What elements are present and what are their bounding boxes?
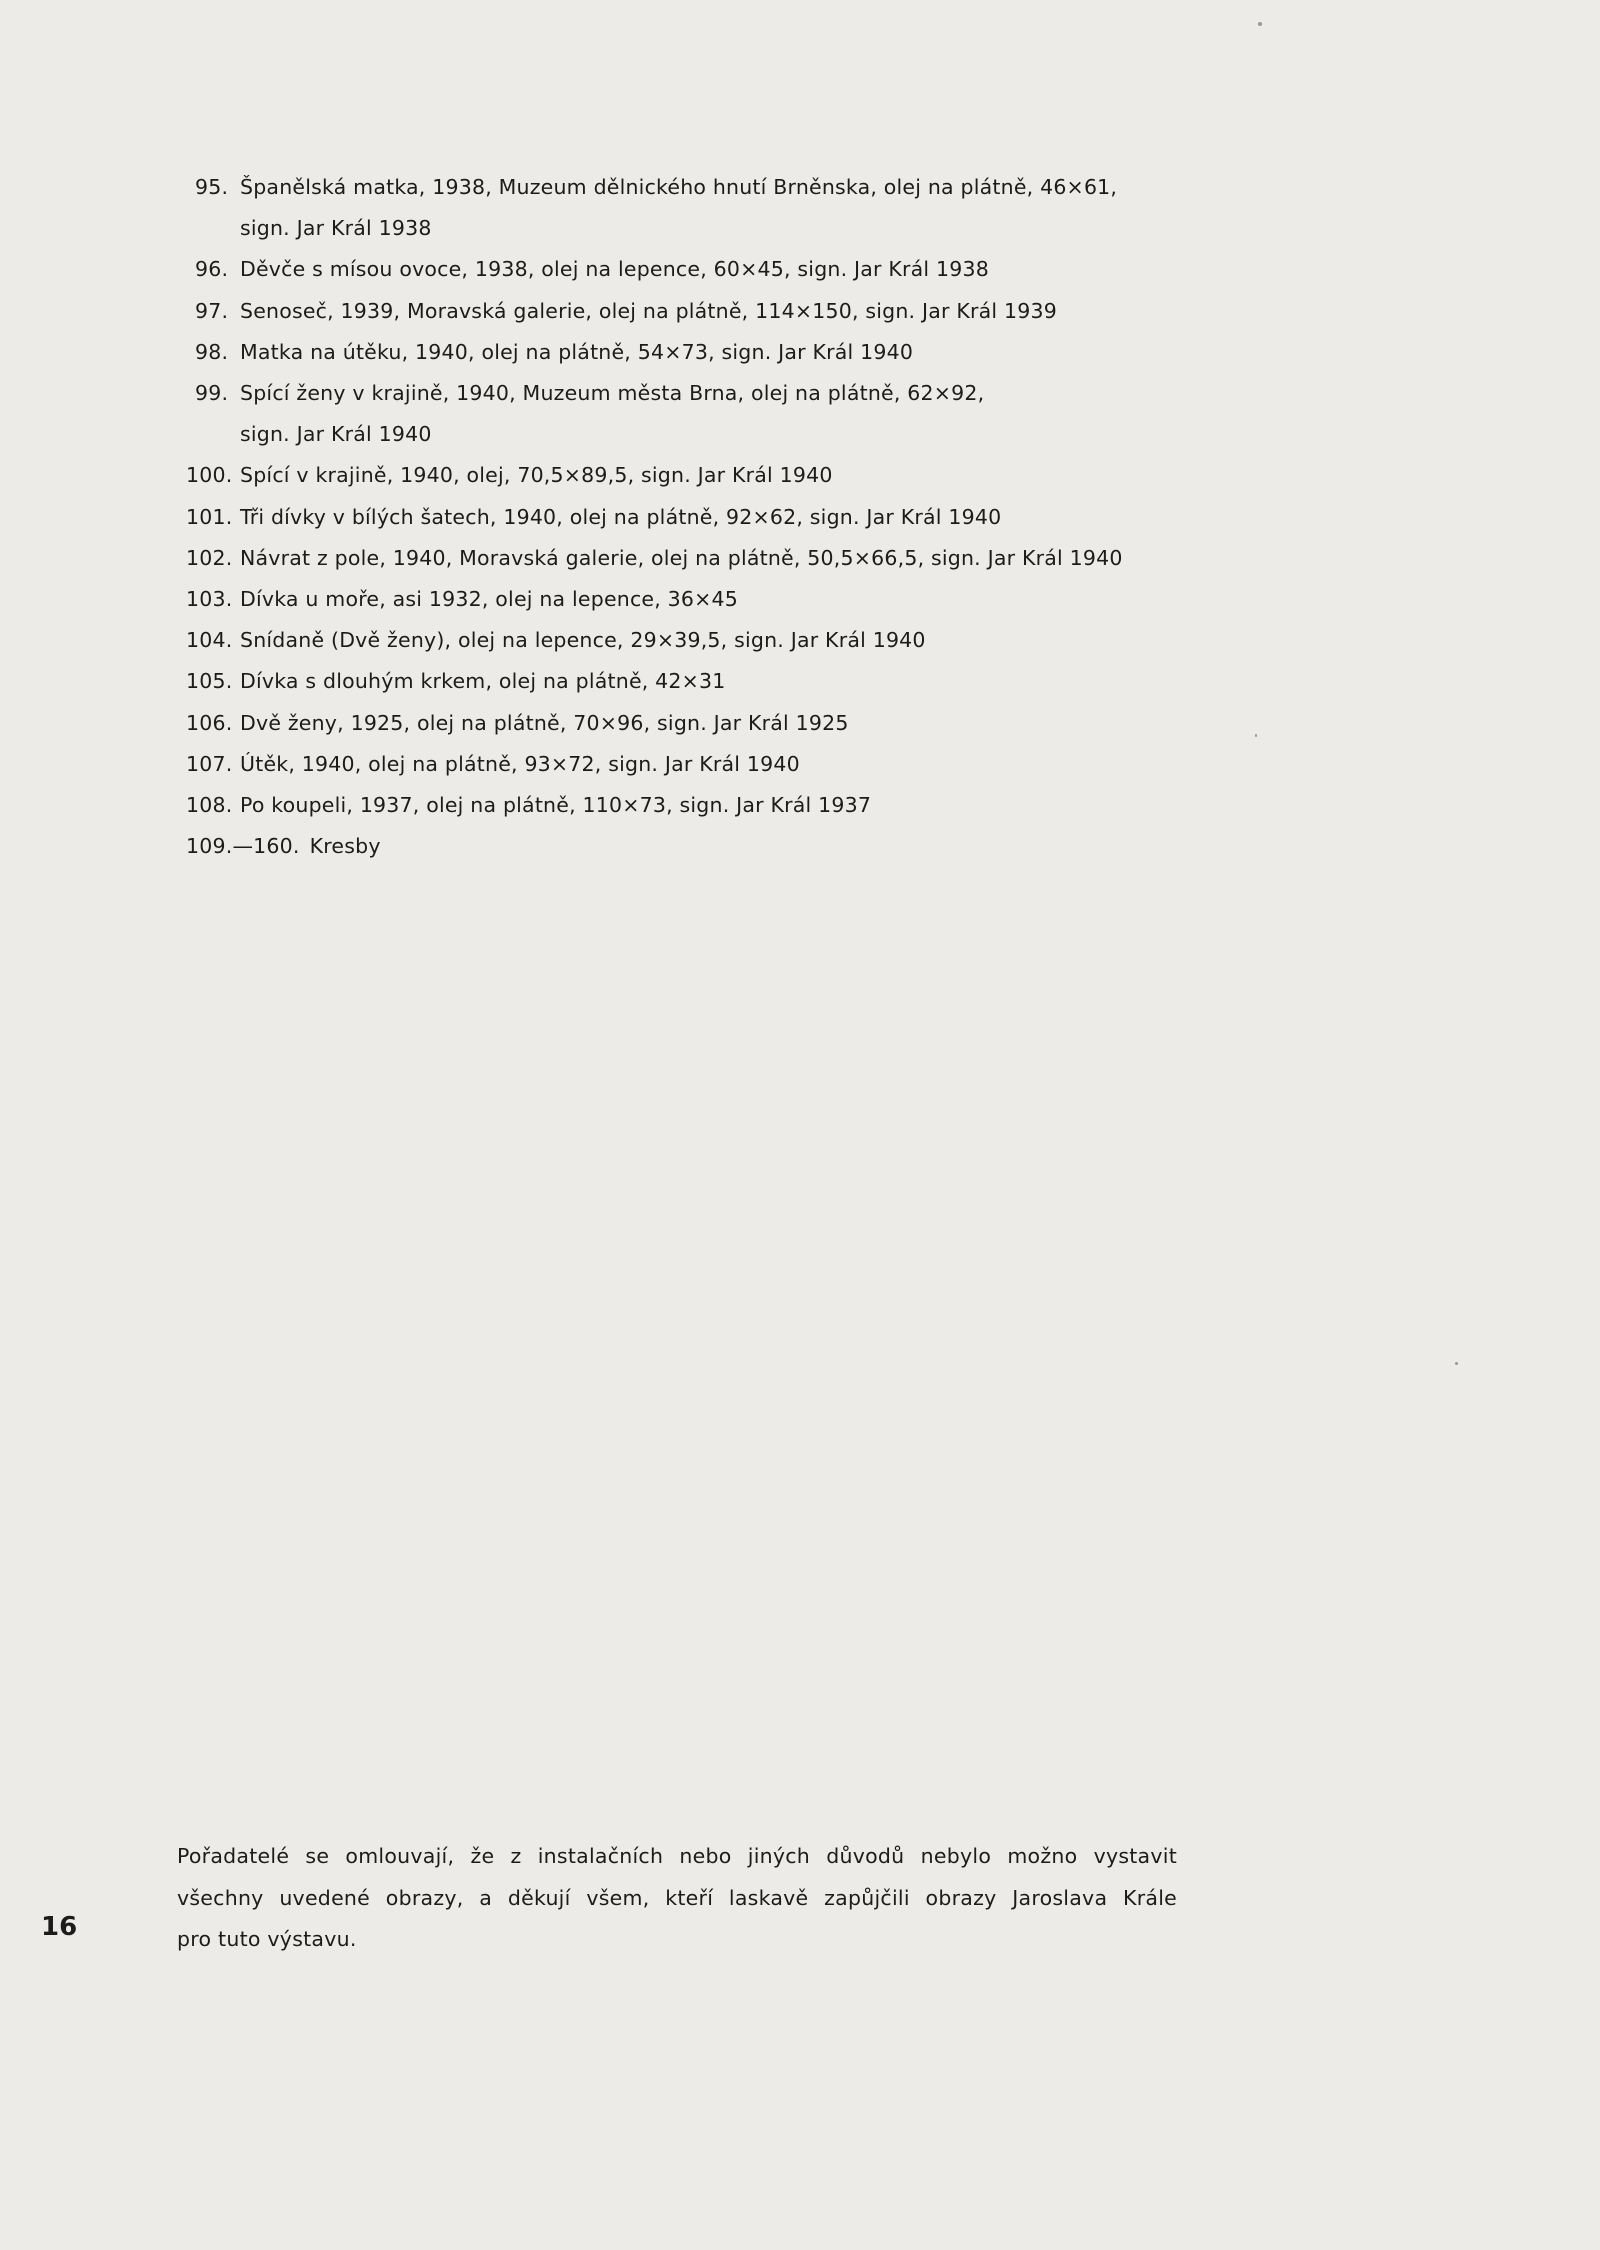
entry-number: 108. [186, 793, 233, 818]
entry-number: 106. [186, 710, 233, 735]
catalog-entry [195, 332, 1425, 373]
entry-line: Tři dívky v bílých šatech, 1940, olej na plátně, 92×62, sign. Jar Král 1940 [240, 504, 1002, 529]
entry-text [240, 744, 1425, 785]
entry-text [310, 826, 1425, 867]
catalog-entry [186, 579, 1425, 620]
entry-text [240, 291, 1425, 332]
entry-number: 95. [195, 175, 229, 199]
note-line-1: Pořadatelé se omlouvají, že z instalačních nebo jiných důvodů nebylo možno vystavit [177, 1844, 1177, 1868]
entry-number: 98. [195, 339, 229, 364]
entry-number: 109.—160. [186, 834, 300, 859]
entry-text [240, 332, 1425, 373]
catalog-entry [195, 291, 1425, 332]
entry-line: Snídaně (Dvě ženy), olej na lepence, 29×39,5, sign. Jar Král 1940 [240, 628, 926, 653]
catalog-entry [195, 249, 1425, 290]
note-line-3: pro tuto výstavu. [177, 1927, 357, 1951]
organizers-note [177, 1836, 1177, 1961]
paper-speck [1255, 734, 1257, 737]
entry-line: sign. Jar Král 1938 [240, 216, 432, 241]
catalog-entry [186, 744, 1425, 785]
entry-line: Dvě ženy, 1925, olej na plátně, 70×96, sign. Jar Král 1925 [240, 710, 849, 735]
catalog-entry [186, 826, 1425, 867]
entry-number: 100. [186, 463, 233, 488]
entry-text [240, 373, 1425, 455]
entry-text [240, 497, 1425, 538]
note-line-2: všechny uvedené obrazy, a děkují všem, kteří laskavě zapůjčili obrazy Jaroslava Krále [177, 1885, 1177, 1910]
catalog-entry [186, 455, 1425, 496]
catalog-entry [186, 538, 1425, 579]
entry-line: Návrat z pole, 1940, Moravská galerie, olej na plátně, 50,5×66,5, sign. Jar Král 1940 [240, 545, 1123, 570]
entry-line: sign. Jar Král 1940 [240, 422, 432, 447]
entry-line: Po koupeli, 1937, olej na plátně, 110×73, sign. Jar Král 1937 [240, 793, 872, 818]
entry-line: Španělská matka, 1938, Muzeum dělnického hnutí Brněnska, olej na plátně, 46×61, [240, 175, 1118, 199]
catalog-entry [186, 661, 1425, 702]
catalog-entry [186, 785, 1425, 826]
catalog-entry [186, 620, 1425, 661]
catalog-list [186, 167, 1425, 867]
catalog-entry [186, 703, 1425, 744]
paper-speck [1455, 1362, 1458, 1365]
entry-number: 102. [186, 545, 233, 570]
entry-line: Matka na útěku, 1940, olej na plátně, 54×73, sign. Jar Král 1940 [240, 339, 914, 364]
entry-number: 101. [186, 504, 233, 529]
entry-number: 99. [195, 381, 229, 406]
entry-text [240, 785, 1425, 826]
entry-number: 103. [186, 587, 233, 612]
entry-line: Dívka u moře, asi 1932, olej na lepence, 36×45 [240, 587, 739, 612]
entry-line: Spící ženy v krajině, 1940, Muzeum města Brna, olej na plátně, 62×92, [240, 381, 985, 406]
paper-speck [1258, 22, 1262, 26]
catalog-entry [195, 373, 1425, 455]
catalog-entry [186, 497, 1425, 538]
entry-text [240, 167, 1425, 249]
entry-text [240, 703, 1425, 744]
entry-text [240, 455, 1425, 496]
entry-number: 97. [195, 298, 229, 323]
entry-text [240, 538, 1425, 579]
catalog-entry [195, 167, 1425, 249]
entry-number: 104. [186, 628, 233, 653]
entry-line: Kresby [309, 834, 381, 859]
entry-text [240, 620, 1425, 661]
entry-line: Senoseč, 1939, Moravská galerie, olej na plátně, 114×150, sign. Jar Král 1939 [240, 298, 1057, 323]
entry-text [240, 579, 1425, 620]
entry-line: Útěk, 1940, olej na plátně, 93×72, sign. Jar Král 1940 [240, 751, 800, 776]
entry-text [240, 249, 1425, 290]
entry-line: Děvče s mísou ovoce, 1938, olej na lepence, 60×45, sign. Jar Král 1938 [240, 257, 989, 282]
entry-number: 105. [186, 669, 233, 694]
entry-line: Dívka s dlouhým krkem, olej na plátně, 42×31 [240, 669, 726, 694]
page-number: 16 [41, 1912, 78, 1942]
entry-number: 96. [195, 257, 229, 282]
entry-line: Spící v krajině, 1940, olej, 70,5×89,5, sign. Jar Král 1940 [240, 463, 833, 488]
entry-number: 107. [186, 751, 233, 776]
entry-text [240, 661, 1425, 702]
